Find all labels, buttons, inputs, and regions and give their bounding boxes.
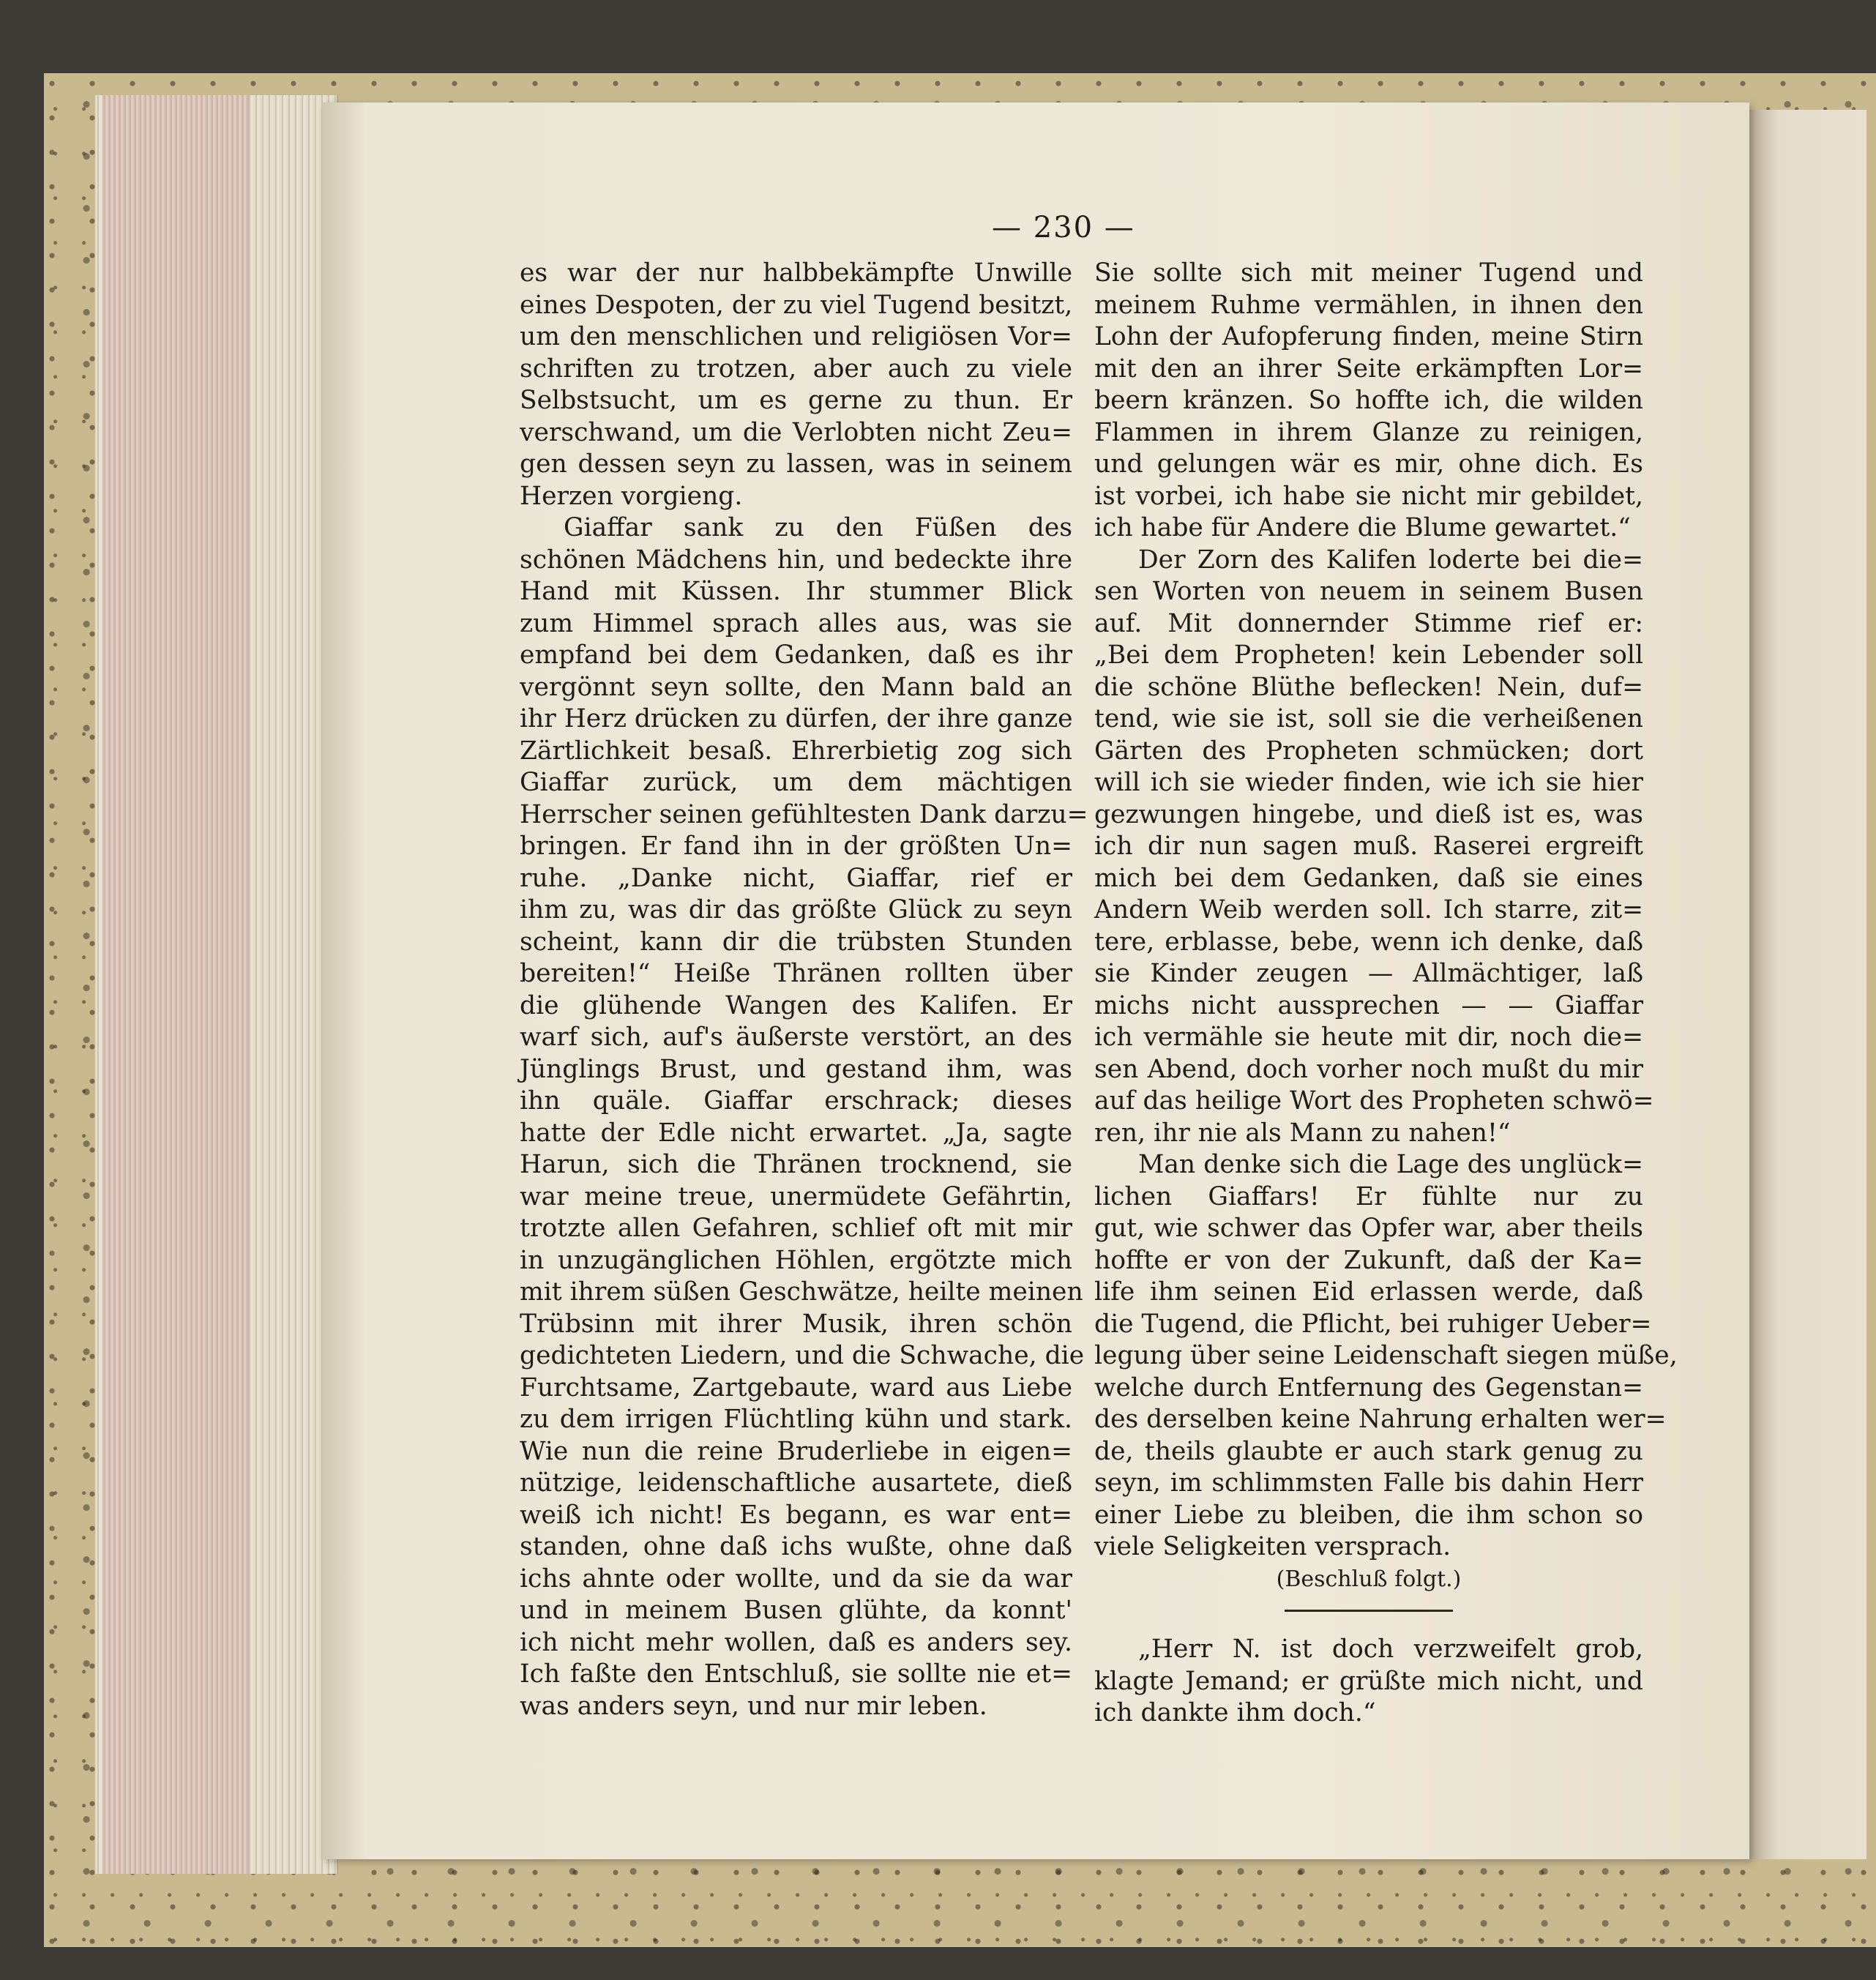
text-line: mich bei dem Gedanken, daß sie eines: [1094, 863, 1643, 893]
text-line: ihn quäle. Giaffar erschrack; dieses: [520, 1086, 1072, 1116]
text-line: bringen. Er fand ihn in der größten Un=: [520, 832, 1072, 861]
text-line: hatte der Edle nicht erwartet. „Ja, sagte: [520, 1118, 1072, 1148]
right-column-lines: [1094, 258, 1678, 1564]
text-line: seyn, im schlimmsten Falle bis dahin Herr: [1094, 1468, 1643, 1498]
text-line: meinem Ruhme vermählen, in ihnen den: [1094, 290, 1643, 320]
text-line: schriften zu trotzen, aber auch zu viele: [520, 354, 1072, 384]
page-number: — 230 —: [992, 211, 1135, 244]
text-line: tere, erblasse, bebe, wenn ich denke, daß: [1094, 927, 1643, 957]
text-line: „Herr N. ist doch verzweifelt grob,: [1138, 1635, 1643, 1664]
continuation-note: (Beschluß folgt.): [1276, 1566, 1462, 1592]
text-line: viele Seligkeiten versprach.: [1094, 1532, 1451, 1561]
text-line: Jünglings Brust, und gestand ihm, was: [520, 1054, 1072, 1084]
left-text-column: [520, 258, 1088, 1722]
text-line: sie Kinder zeugen — Allmächtiger, laß: [1094, 959, 1643, 988]
text-line: ihr Herz drücken zu dürfen, der ihre ganze: [520, 704, 1073, 733]
text-line: Hand mit Küssen. Ihr stummer Blick: [520, 577, 1072, 606]
text-line: und in meinem Busen glühte, da konnt': [520, 1596, 1072, 1625]
text-line: sen Abend, doch vorher noch mußt du mir: [1094, 1054, 1643, 1084]
text-line: vergönnt seyn sollte, den Mann bald an: [520, 672, 1072, 702]
text-line: zum Himmel sprach alles aus, was sie: [520, 608, 1072, 638]
text-line: tend, wie sie ist, soll sie die verheißenen: [1094, 704, 1643, 733]
text-line: gut, wie schwer das Opfer war, aber theils: [1094, 1214, 1643, 1243]
text-line: gedichteten Liedern, und die Schwache, die: [520, 1341, 1085, 1370]
text-line: Sie sollte sich mit meiner Tugend und: [1094, 258, 1643, 288]
text-line: es war der nur halbbekämpfte Unwille: [520, 258, 1072, 288]
text-line: Harun, sich die Thränen trocknend, sie: [520, 1150, 1072, 1179]
text-line: Selbstsucht, um es gerne zu thun. Er: [520, 386, 1072, 415]
text-line: schönen Mädchens hin, und bedeckte ihre: [520, 545, 1072, 575]
text-line: Flammen in ihrem Glanze zu reinigen,: [1094, 417, 1643, 447]
text-line: weiß ich nicht! Es begann, es war ent=: [520, 1500, 1072, 1530]
text-line: lichen Giaffars! Er fühlte nur zu: [1094, 1181, 1643, 1211]
text-line: de, theils glaubte er auch stark genug zu: [1094, 1436, 1643, 1466]
text-line: Zärtlichkeit besaß. Ehrerbietig zog sich: [520, 736, 1072, 766]
text-line: war meine treue, unermüdete Gefährtin,: [520, 1181, 1072, 1211]
text-line: Furchtsame, Zartgebaute, ward aus Liebe: [520, 1372, 1072, 1402]
text-line: standen, ohne daß ichs wußte, ohne daß: [520, 1532, 1072, 1561]
text-line: mit ihrem süßen Geschwätze, heilte meinen: [520, 1277, 1083, 1307]
text-line: sen Worten von neuem in seinem Busen: [1094, 577, 1643, 606]
text-line: um den menschlichen und religiösen Vor=: [520, 322, 1072, 351]
text-line: Ich faßte den Entschluß, sie sollte nie et=: [520, 1659, 1072, 1689]
text-line: Der Zorn des Kalifen loderte bei die=: [1138, 545, 1643, 575]
text-line: will ich sie wieder finden, wie ich sie hier: [1094, 768, 1643, 797]
text-line: Herzen vorgieng.: [520, 481, 743, 511]
text-line: Wie nun die reine Bruderliebe in eigen=: [520, 1436, 1072, 1466]
text-line: ich vermähle sie heute mit dir, noch die=: [1094, 1023, 1643, 1052]
text-line: nützige, leidenschaftliche ausartete, dieß: [520, 1468, 1072, 1498]
text-line: Herrscher seinen gefühltesten Dank darzu=: [520, 799, 1088, 829]
text-line: welche durch Entfernung des Gegenstan=: [1094, 1372, 1643, 1402]
text-line: was anders seyn, und nur mir leben.: [520, 1691, 987, 1721]
text-line: ren, ihr nie als Mann zu nahen!“: [1094, 1118, 1511, 1148]
next-page-edge: [1749, 110, 1866, 1859]
page-edges: [95, 95, 338, 1874]
text-line: zu dem irrigen Flüchtling kühn und stark.: [520, 1405, 1072, 1434]
text-line: die Tugend, die Pflicht, bei ruhiger Ueber=: [1094, 1309, 1652, 1339]
text-line: Gärten des Propheten schmücken; dort: [1094, 736, 1643, 766]
text-line: und gelungen wär es mir, ohne dich. Es: [1094, 449, 1643, 479]
text-line: die glühende Wangen des Kalifen. Er: [520, 990, 1072, 1020]
text-line: auf das heilige Wort des Propheten schwö=: [1094, 1086, 1654, 1116]
text-line: beern kränzen. So hoffte ich, die wilden: [1094, 386, 1643, 415]
text-line: mit den an ihrer Seite erkämpften Lor=: [1094, 354, 1643, 384]
text-line: scheint, kann dir die trübsten Stunden: [520, 927, 1072, 957]
text-line: bereiten!“ Heiße Thränen rollten über: [520, 959, 1072, 988]
text-line: michs nicht aussprechen — — Giaffar: [1094, 990, 1643, 1020]
text-line: warf sich, auf's äußerste verstört, an des: [520, 1023, 1072, 1052]
text-line: ichs ahnte oder wollte, und da sie da war: [520, 1564, 1072, 1594]
right-text-column: [1094, 258, 1678, 1730]
text-line: gezwungen hingebe, und dieß ist es, was: [1094, 799, 1643, 829]
text-line: Man denke sich die Lage des unglück=: [1138, 1150, 1643, 1179]
text-line: ruhe. „Danke nicht, Giaffar, rief er: [520, 863, 1072, 893]
anecdote: [1094, 1634, 1643, 1730]
text-line: gen dessen seyn zu lassen, was in seinem: [520, 449, 1072, 479]
text-line: ich dankte ihm doch.“: [1094, 1698, 1376, 1727]
text-line: Giaffar sank zu den Füßen des: [564, 513, 1072, 542]
text-line: einer Liebe zu bleiben, die ihm schon so: [1094, 1500, 1643, 1530]
text-line: eines Despoten, der zu viel Tugend besitzt,: [520, 290, 1073, 320]
text-line: „Bei dem Propheten! kein Lebender soll: [1094, 640, 1643, 670]
text-line: die schöne Blüthe beflecken! Nein, duf=: [1094, 672, 1643, 702]
text-line: Giaffar zurück, um dem mächtigen: [520, 768, 1072, 797]
text-line: ihm zu, was dir das größte Glück zu seyn: [520, 895, 1072, 924]
text-line: auf. Mit donnernder Stimme rief er:: [1094, 608, 1643, 638]
section-divider: [1285, 1610, 1453, 1612]
text-line: Andern Weib werden soll. Ich starre, zit=: [1094, 895, 1643, 924]
text-line: klagte Jemand; er grüßte mich nicht, und: [1094, 1666, 1643, 1696]
text-line: empfand bei dem Gedanken, daß es ihr: [520, 640, 1072, 670]
text-line: in unzugänglichen Höhlen, ergötzte mich: [520, 1245, 1072, 1275]
text-line: verschwand, um die Verlobten nicht Zeu=: [520, 417, 1072, 447]
text-line: ich nicht mehr wollen, daß es anders sey.: [520, 1627, 1072, 1657]
text-line: hoffte er von der Zukunft, daß der Ka=: [1094, 1245, 1643, 1275]
text-line: trotzte allen Gefahren, schlief oft mit mir: [520, 1214, 1072, 1243]
text-line: Lohn der Aufopferung finden, meine Stirn: [1094, 322, 1643, 351]
text-line: life ihm seinen Eid erlassen werde, daß: [1094, 1277, 1643, 1307]
text-line: legung über seine Leidenschaft siegen müße,: [1094, 1341, 1678, 1370]
text-line: Trübsinn mit ihrer Musik, ihren schön: [520, 1309, 1072, 1339]
text-line: ich dir nun sagen muß. Raserei ergreift: [1094, 832, 1643, 861]
text-line: ist vorbei, ich habe sie nicht mir gebildet,: [1094, 481, 1643, 511]
text-line: ich habe für Andere die Blume gewartet.“: [1094, 513, 1631, 542]
text-line: des derselben keine Nahrung erhalten wer=: [1094, 1405, 1667, 1434]
